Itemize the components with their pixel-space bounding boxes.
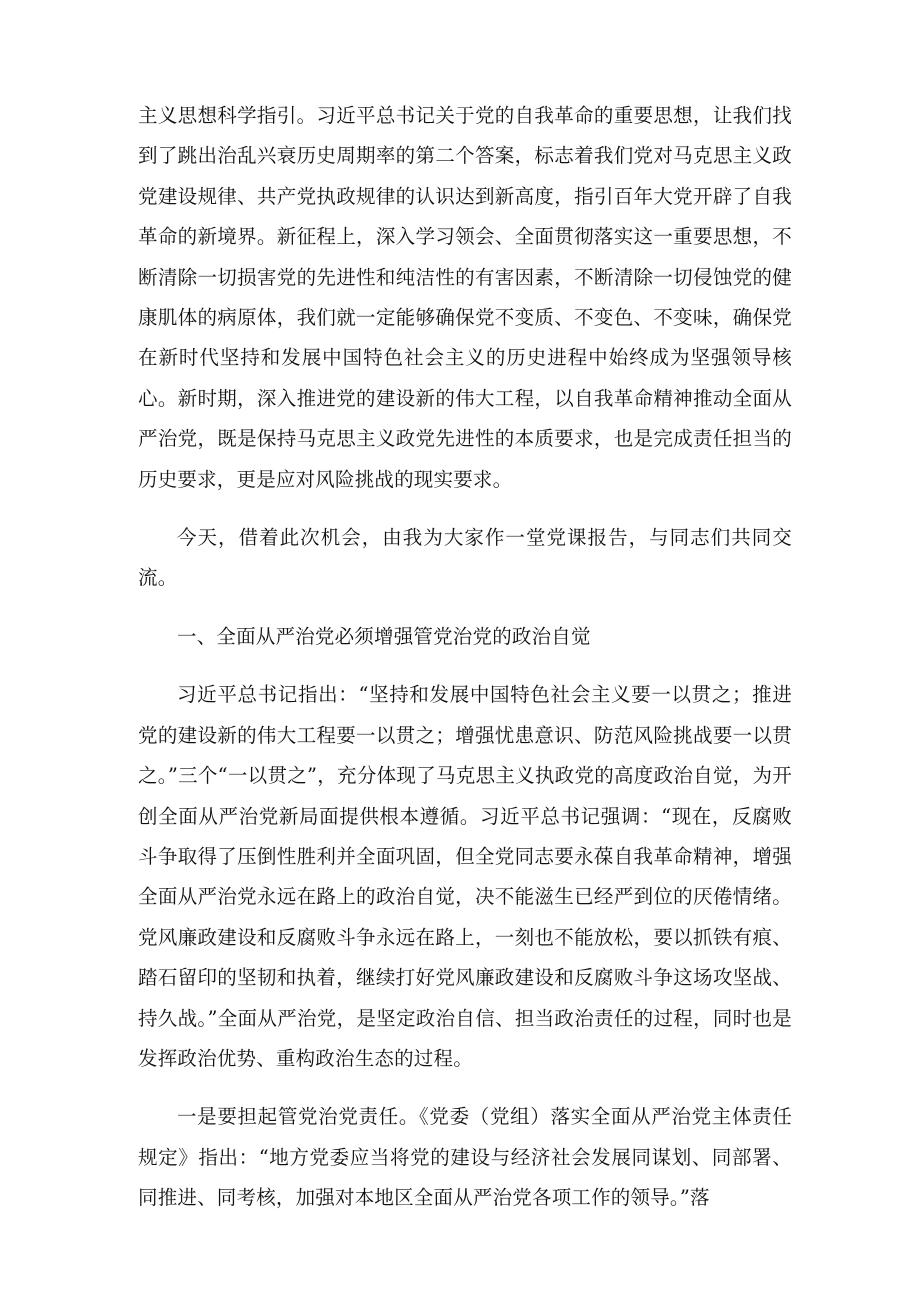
section-heading-1: 一、全面从严治党必须增强管党治党的政治自觉 xyxy=(177,624,591,648)
paragraph-point-1: 一是要担起管党治党责任。《党委（党组）落实全面从严治党主体责任规定》指出：“地方党委应当将党的建设与经济社会发展同谋划、同部署、同推进、同考核，加强对本地区全面从严治党各项工作的领导。”落 xyxy=(138,1105,792,1210)
paragraph-section-1-body: 习近平总书记指出：“坚持和发展中国特色社会主义要一以贯之；推进党的建设新的伟大工程要一以贯之；增强忧患意识、防范风险挑战要一以贯之。”三个“一以贯之”，充分体现了马克思主义执政党的高度政治自觉，为开创全面从严治党新局面提供根本遵循。习近平总书记强调：“现在，反腐败斗争取得了压倒性胜利并全面巩固，但全党同志要永葆自我革命精神，增强全面从严治党永远在路上的政治自觉，决不能滋生已经严到位的厌倦情绪。党风廉政建设和反腐败斗争永远在路上，一刻也不能放松，要以抓铁有痕、踏石留印的坚韧和执着，继续打好党风廉政建设和反腐败斗争这场攻坚战、持久战。”全面从严治党，是坚定政治自信、担当政治责任的过程，同时也是发挥政治优势、重构政治生态的过程。 xyxy=(138,683,792,1070)
paragraph-intro: 主义思想科学指引。习近平总书记关于党的自我革命的重要思想，让我们找到了跳出治乱兴衰历史周期率的第二个答案，标志着我们党对马克思主义政党建设规律、共产党执政规律的认识达到新高度，指引百年大党开辟了自我革命的新境界。新征程上，深入学习领会、全面贯彻落实这一重要思想，不断清除一切损害党的先进性和纯洁性的有害因素，不断清除一切侵蚀党的健康肌体的病原体，我们就一定能够确保党不变质、不变色、不变味，确保党在新时代坚持和发展中国特色社会主义的历史进程中始终成为坚强领导核心。新时期，深入推进党的建设新的伟大工程，以自我革命精神推动全面从严治党，既是保持马克思主义政党先进性的本质要求，也是完成责任担当的历史要求，更是应对风险挑战的现实要求。 xyxy=(138,104,792,491)
paragraph-opening: 今天，借着此次机会，由我为大家作一堂党课报告，与同志们共同交流。 xyxy=(138,526,792,590)
